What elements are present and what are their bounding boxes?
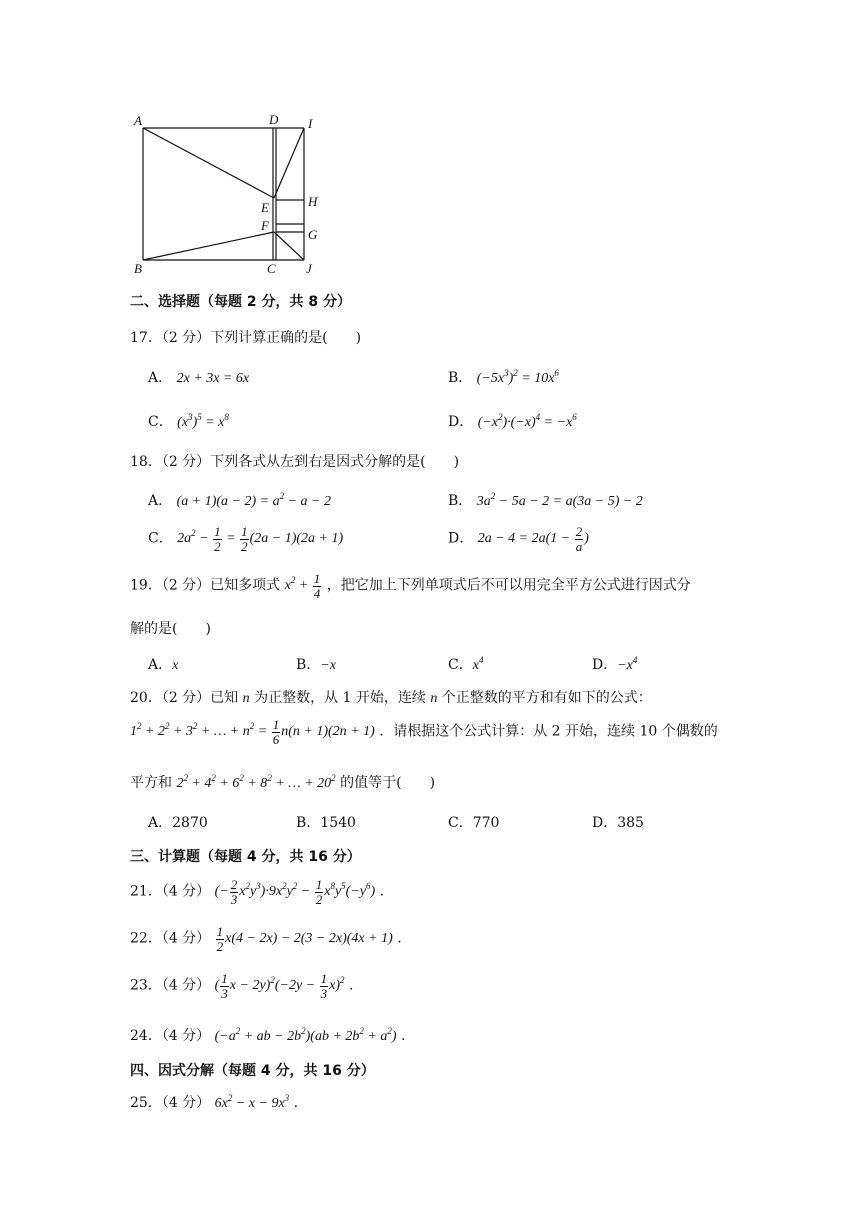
question-19-line-2: 解的是( ): [130, 621, 211, 637]
q17-option-d: D． $(-x^2)\cdot(-x)^4 = -x^6$: [448, 412, 577, 430]
section-title: 四、因式分解（每题 4 分，共 16 分）: [130, 1063, 375, 1079]
q17-option-c: C． $(x^3)^5 = x^8$: [148, 412, 229, 430]
option-letter: A．: [148, 493, 173, 509]
option-letter: B．: [448, 370, 473, 386]
question-25: 25．（4 分） $6x^2 - x - 9x^3$ .: [130, 1093, 299, 1111]
label-G: G: [308, 227, 318, 242]
label-F: F: [261, 218, 269, 233]
q19-option-c: C．$x^4$: [448, 655, 484, 673]
option-letter: C．: [148, 414, 173, 430]
label-H: H: [308, 194, 318, 209]
q19-option-d: D．$-x^4$: [592, 655, 638, 673]
question-23: 23．（4 分） ( $\frac{1}{3}$ x − 2y)$^2$(−2y − $\frac{1}{3}$ x)$^2$ .: [130, 971, 354, 1001]
question-20-line-2: $1^2 + 2^2 + 3^2$ + … + $n^2$ = $\frac{1}{6}$ n(n + 1)(2n + 1) ．请根据这个公式计算：从 2 开始，连续 10 个偶数的: [130, 717, 718, 747]
label-A: A: [134, 113, 142, 128]
label-I: I: [308, 116, 313, 131]
q18-option-d: D． 2a − 4 = 2a(1 − $\frac{2}{a}$ ): [448, 524, 589, 554]
label-B: B: [134, 261, 142, 276]
q20-option-c: C．770: [448, 815, 500, 831]
question-24: 24．（4 分） ($-a^2$ + ab − $2b^2)(ab + 2b^2 + a^2)$ .: [130, 1026, 406, 1044]
label-D: D: [269, 112, 279, 127]
question-20-line-1: 20．（2 分）已知 n 为正整数，从 1 开始，连续 n 个正整数的平方和有如下的公式：: [130, 690, 652, 706]
question-19-line-1: 19．（2 分）已知多项式 $x^2$ + $\frac{1}{4}$ ，把它加上下列单项式后不可以用完全平方公式进行因式分: [130, 571, 691, 601]
q19-option-a: A．x: [148, 657, 179, 673]
q20-option-d: D．385: [592, 815, 644, 831]
section-title: 三、计算题（每题 4 分，共 16 分）: [130, 849, 361, 865]
q20-option-a: A．2870: [148, 815, 208, 831]
option-letter: C．: [148, 530, 173, 547]
label-E: E: [261, 200, 269, 215]
question-17-stem: 17．（2 分）下列计算正确的是( ): [130, 330, 362, 346]
q17-option-a: A． 2x + 3x = 6x: [148, 370, 250, 386]
label-J: J: [306, 261, 312, 276]
option-letter: D．: [448, 414, 474, 430]
question-21: 21．（4 分） (− $\frac{2}{3}$ $x^2y^3)\cdot 9x^2y^2$ − $\frac{1}{2}$ $x^8y^5(-y^6)$ .: [130, 877, 385, 907]
q18-option-c: C． $2a^2$ − $\frac{1}{2}$ = $\frac{1}{2}$ (2a − 1)(2a + 1): [148, 524, 344, 554]
section-title: 二、选择题（每题 2 分，共 8 分）: [130, 294, 351, 310]
q18-option-b: B． $3a^2 - 5a - 2 = a(3a - 5) - 2$: [448, 491, 643, 509]
q19-option-b: B．−x: [296, 657, 336, 673]
option-letter: B．: [448, 493, 473, 509]
question-18-stem: 18．（2 分）下列各式从左到右是因式分解的是( ): [130, 454, 460, 470]
question-20-line-3: 平方和 $2^2 + 4^2 + 6^2 + 8^2$ + … + $20^2$ 的值等于( ): [130, 773, 436, 791]
q17-option-b: B． $(-5x^3)^2 = 10x^6$: [448, 368, 559, 386]
option-letter: D．: [448, 530, 474, 547]
q18-option-a: A． $(a + 1)(a - 2) = a^2 - a - 2$: [148, 491, 331, 509]
option-letter: A．: [148, 370, 173, 386]
q20-option-b: B．1540: [296, 815, 356, 831]
label-C: C: [267, 261, 276, 276]
geometry-figure: [128, 108, 328, 278]
question-22: 22．（4 分） $\frac{1}{2}$ x(4 − 2x) − 2(3 − 2x)(4x + 1) .: [130, 924, 402, 954]
